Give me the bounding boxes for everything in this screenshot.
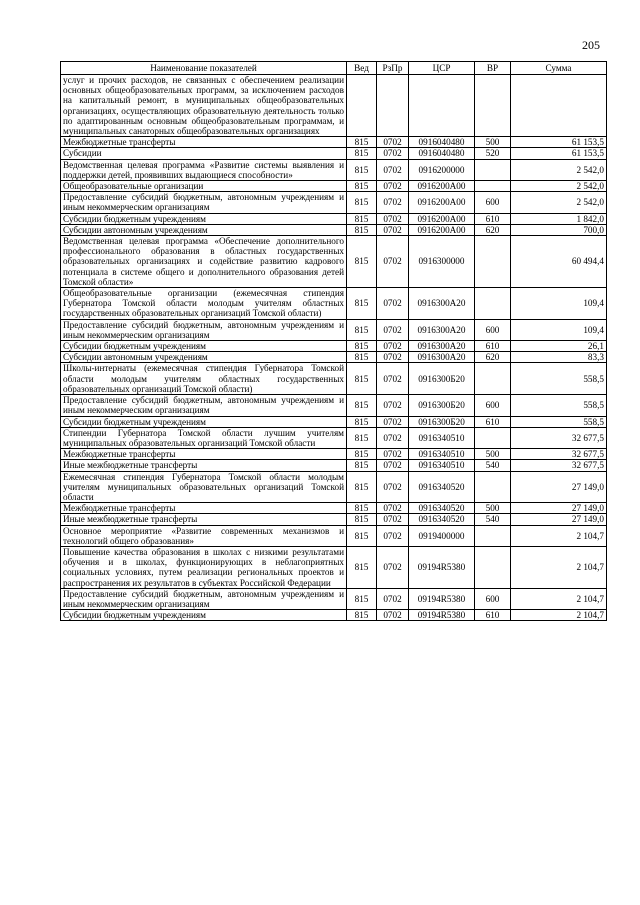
cell-name: Школы-интернаты (ежемесячная стипендия Губернатора Томской области молодым учителям областных государственных образовательных организаций Томской области)	[61, 363, 347, 395]
cell-vr: 540	[475, 514, 511, 525]
table-row	[61, 288, 607, 320]
cell-name: Предоставление субсидий бюджетным, автономным учреждениям и иным некоммерческим организациям	[61, 192, 347, 213]
cell-vr: 500	[475, 449, 511, 460]
cell-sum: 2 542,0	[511, 192, 607, 213]
cell-name: Субсидии	[61, 148, 347, 159]
cell-sum: 558,5	[511, 395, 607, 416]
cell-ved: 815	[347, 610, 377, 621]
cell-sum: 2 104,7	[511, 546, 607, 588]
cell-name: Ведомственная целевая программа «Развитие системы выявления и поддержки детей, проявивших выдающиеся способности»	[61, 159, 347, 180]
cell-rzpr: 0702	[377, 471, 409, 503]
table-row	[61, 75, 607, 137]
table-row	[61, 352, 607, 363]
cell-sum: 27 149,0	[511, 503, 607, 514]
table-row	[61, 181, 607, 192]
table-row	[61, 319, 607, 340]
cell-ved: 815	[347, 181, 377, 192]
cell-vr: 500	[475, 137, 511, 148]
column-header-name: Наименование показателей	[61, 62, 347, 75]
cell-sum: 700,0	[511, 224, 607, 235]
cell-csr: 0916200А00	[409, 213, 475, 224]
table-row	[61, 224, 607, 235]
cell-vr: 520	[475, 148, 511, 159]
column-header-rzpr: РзПр	[377, 62, 409, 75]
cell-sum: 2 542,0	[511, 159, 607, 180]
cell-sum: 1 842,0	[511, 213, 607, 224]
cell-sum: 83,3	[511, 352, 607, 363]
cell-name: Субсидии бюджетным учреждениям	[61, 610, 347, 621]
cell-vr: 620	[475, 352, 511, 363]
cell-ved: 815	[347, 159, 377, 180]
cell-csr: 0916300А20	[409, 352, 475, 363]
cell-ved: 815	[347, 427, 377, 448]
cell-name: Предоставление субсидий бюджетным, автономным учреждениям и иным некоммерческим организациям	[61, 588, 347, 609]
cell-ved: 815	[347, 192, 377, 213]
cell-ved: 815	[347, 416, 377, 427]
cell-csr: 0916340520	[409, 471, 475, 503]
table-row	[61, 525, 607, 546]
cell-rzpr: 0702	[377, 319, 409, 340]
cell-csr: 09194R5380	[409, 588, 475, 609]
table-row	[61, 192, 607, 213]
table-body	[61, 75, 607, 621]
cell-name: Ежемесячная стипендия Губернатора Томской области молодым учителям муниципальных образовательных организаций Томской области	[61, 471, 347, 503]
cell-rzpr: 0702	[377, 192, 409, 213]
cell-sum: 109,4	[511, 319, 607, 340]
cell-vr: 610	[475, 416, 511, 427]
table-row	[61, 503, 607, 514]
table-row	[61, 341, 607, 352]
cell-csr: 0916300А20	[409, 288, 475, 320]
cell-rzpr: 0702	[377, 159, 409, 180]
cell-rzpr: 0702	[377, 148, 409, 159]
cell-ved: 815	[347, 213, 377, 224]
table-row	[61, 588, 607, 609]
table-header-row	[61, 62, 607, 75]
cell-csr: 0916040480	[409, 148, 475, 159]
column-header-vr: ВР	[475, 62, 511, 75]
cell-name: Субсидии бюджетным учреждениям	[61, 213, 347, 224]
cell-sum: 32 677,5	[511, 427, 607, 448]
cell-rzpr: 0702	[377, 610, 409, 621]
cell-csr: 0916200А00	[409, 192, 475, 213]
cell-csr: 0916200А00	[409, 224, 475, 235]
cell-csr: 0916300А20	[409, 319, 475, 340]
cell-ved: 815	[347, 148, 377, 159]
cell-csr	[409, 75, 475, 137]
cell-csr: 0916200А00	[409, 181, 475, 192]
cell-name: Субсидии бюджетным учреждениям	[61, 416, 347, 427]
cell-sum: 27 149,0	[511, 471, 607, 503]
cell-name: Повышение качества образования в школах с низкими результатами обучения и в школах, функционирующих в неблагоприятных социальных условиях, путем реализации региональных проектов и распространения их результатов в субъектах Российской Федерации	[61, 546, 347, 588]
cell-rzpr	[377, 75, 409, 137]
cell-ved: 815	[347, 236, 377, 288]
cell-name: Стипендии Губернатора Томской области лучшим учителям муниципальных образовательных организаций Томской области	[61, 427, 347, 448]
table-row	[61, 236, 607, 288]
cell-vr	[475, 75, 511, 137]
cell-sum: 558,5	[511, 416, 607, 427]
cell-csr: 0916300Б20	[409, 363, 475, 395]
cell-rzpr: 0702	[377, 236, 409, 288]
cell-sum: 32 677,5	[511, 460, 607, 471]
table-row	[61, 471, 607, 503]
column-header-sum: Сумма	[511, 62, 607, 75]
cell-name: Субсидии автономным учреждениям	[61, 352, 347, 363]
cell-csr: 0916300А20	[409, 341, 475, 352]
table-row	[61, 546, 607, 588]
cell-vr: 610	[475, 610, 511, 621]
cell-ved: 815	[347, 288, 377, 320]
table-row	[61, 460, 607, 471]
table-row	[61, 363, 607, 395]
cell-rzpr: 0702	[377, 546, 409, 588]
cell-vr: 620	[475, 224, 511, 235]
cell-csr: 0916200000	[409, 159, 475, 180]
cell-rzpr: 0702	[377, 288, 409, 320]
cell-sum: 558,5	[511, 363, 607, 395]
cell-csr: 0916340510	[409, 460, 475, 471]
cell-rzpr: 0702	[377, 352, 409, 363]
cell-rzpr: 0702	[377, 588, 409, 609]
cell-vr: 610	[475, 213, 511, 224]
cell-csr: 0916340510	[409, 449, 475, 460]
cell-vr: 610	[475, 341, 511, 352]
cell-vr: 500	[475, 503, 511, 514]
cell-csr: 09194R5380	[409, 546, 475, 588]
cell-name: Общеобразовательные организации (ежемесячная стипендия Губернатора Томской области молодым учителям областных государственных образовательных организаций Томской области)	[61, 288, 347, 320]
cell-vr	[475, 288, 511, 320]
cell-vr: 600	[475, 192, 511, 213]
cell-vr: 600	[475, 319, 511, 340]
cell-csr: 0916040480	[409, 137, 475, 148]
cell-sum: 61 153,5	[511, 148, 607, 159]
cell-ved: 815	[347, 224, 377, 235]
cell-csr: 0916300Б20	[409, 395, 475, 416]
cell-ved: 815	[347, 363, 377, 395]
cell-ved: 815	[347, 449, 377, 460]
cell-rzpr: 0702	[377, 503, 409, 514]
cell-vr: 540	[475, 460, 511, 471]
table-row	[61, 514, 607, 525]
column-header-ved: Вед	[347, 62, 377, 75]
cell-name: Межбюджетные трансферты	[61, 137, 347, 148]
cell-ved: 815	[347, 525, 377, 546]
cell-vr: 600	[475, 395, 511, 416]
table-row	[61, 213, 607, 224]
cell-sum	[511, 75, 607, 137]
cell-sum: 109,4	[511, 288, 607, 320]
cell-csr: 0916340520	[409, 503, 475, 514]
cell-sum: 27 149,0	[511, 514, 607, 525]
cell-rzpr: 0702	[377, 224, 409, 235]
cell-ved: 815	[347, 319, 377, 340]
table-row	[61, 427, 607, 448]
cell-ved: 815	[347, 588, 377, 609]
cell-name: Иные межбюджетные трансферты	[61, 460, 347, 471]
cell-vr	[475, 471, 511, 503]
cell-rzpr: 0702	[377, 363, 409, 395]
cell-vr	[475, 181, 511, 192]
cell-ved: 815	[347, 341, 377, 352]
cell-rzpr: 0702	[377, 427, 409, 448]
cell-name: Основное мероприятие «Развитие современных механизмов и технологий общего образования»	[61, 525, 347, 546]
table-row	[61, 137, 607, 148]
cell-ved: 815	[347, 503, 377, 514]
cell-name: Общеобразовательные организации	[61, 181, 347, 192]
cell-name: Предоставление субсидий бюджетным, автономным учреждениям и иным некоммерческим организациям	[61, 395, 347, 416]
cell-name: Ведомственная целевая программа «Обеспечение дополнительного профессионального образования в областных государственных образовательных организациях и содействие развитию кадрового потенциала в системе общего и дополнительного образования детей Томской области»	[61, 236, 347, 288]
cell-csr: 0919400000	[409, 525, 475, 546]
cell-rzpr: 0702	[377, 416, 409, 427]
cell-rzpr: 0702	[377, 460, 409, 471]
cell-vr	[475, 363, 511, 395]
cell-ved: 815	[347, 352, 377, 363]
cell-csr: 09194R5380	[409, 610, 475, 621]
table-row	[61, 416, 607, 427]
cell-rzpr: 0702	[377, 449, 409, 460]
cell-vr	[475, 236, 511, 288]
table-row	[61, 395, 607, 416]
cell-name: Предоставление субсидий бюджетным, автономным учреждениям и иным некоммерческим организациям	[61, 319, 347, 340]
table-row	[61, 610, 607, 621]
cell-csr: 0916300000	[409, 236, 475, 288]
cell-ved: 815	[347, 137, 377, 148]
cell-vr: 600	[475, 588, 511, 609]
cell-name: Субсидии автономным учреждениям	[61, 224, 347, 235]
cell-rzpr: 0702	[377, 514, 409, 525]
cell-sum: 26,1	[511, 341, 607, 352]
cell-sum: 2 104,7	[511, 610, 607, 621]
cell-ved	[347, 75, 377, 137]
table-row	[61, 148, 607, 159]
cell-csr: 0916300Б20	[409, 416, 475, 427]
cell-sum: 32 677,5	[511, 449, 607, 460]
cell-ved: 815	[347, 471, 377, 503]
cell-name: услуг и прочих расходов, не связанных с обеспечением реализации основных общеобразовательных программ, за исключением расходов на капитальный ремонт, в муниципальных общеобразовательных организациях, осуществляющих образовательную деятельность только по адаптированным основным общеобразовательным программам, и муниципальных санаторных общеобразовательных организациях	[61, 75, 347, 137]
cell-ved: 815	[347, 395, 377, 416]
cell-rzpr: 0702	[377, 181, 409, 192]
cell-csr: 0916340510	[409, 427, 475, 448]
cell-rzpr: 0702	[377, 213, 409, 224]
cell-sum: 2 104,7	[511, 525, 607, 546]
cell-sum: 61 153,5	[511, 137, 607, 148]
cell-name: Субсидии бюджетным учреждениям	[61, 341, 347, 352]
cell-vr	[475, 159, 511, 180]
cell-ved: 815	[347, 514, 377, 525]
cell-csr: 0916340520	[409, 514, 475, 525]
table-row	[61, 449, 607, 460]
cell-rzpr: 0702	[377, 395, 409, 416]
cell-vr	[475, 427, 511, 448]
cell-sum: 2 104,7	[511, 588, 607, 609]
cell-sum: 60 494,4	[511, 236, 607, 288]
table-row	[61, 159, 607, 180]
cell-sum: 2 542,0	[511, 181, 607, 192]
cell-rzpr: 0702	[377, 137, 409, 148]
cell-name: Межбюджетные трансферты	[61, 503, 347, 514]
cell-name: Иные межбюджетные трансферты	[61, 514, 347, 525]
cell-vr	[475, 525, 511, 546]
cell-ved: 815	[347, 460, 377, 471]
cell-rzpr: 0702	[377, 525, 409, 546]
column-header-csr: ЦСР	[409, 62, 475, 75]
cell-rzpr: 0702	[377, 341, 409, 352]
cell-vr	[475, 546, 511, 588]
cell-ved: 815	[347, 546, 377, 588]
page-number: 205	[582, 38, 600, 52]
cell-name: Межбюджетные трансферты	[61, 449, 347, 460]
budget-table	[60, 61, 607, 621]
